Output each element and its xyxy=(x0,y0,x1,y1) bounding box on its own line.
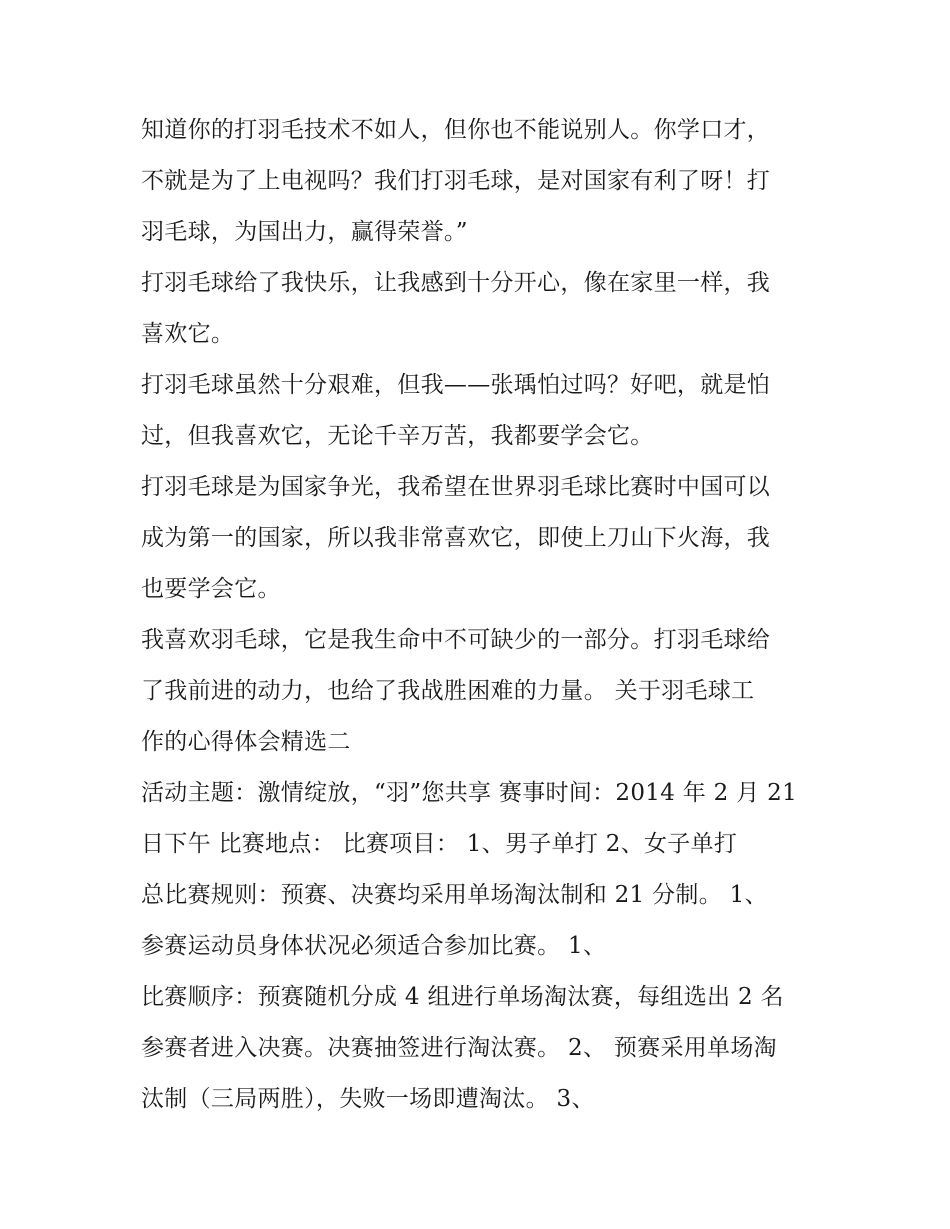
text-line: 过，但我喜欢它，无论千辛万苦，我都要学会它。 xyxy=(141,423,654,449)
text-line: 知道你的打羽毛技术不如人，但你也不能说别人。你学口才， xyxy=(141,117,771,143)
text-line: 我喜欢羽毛球，它是我生命中不可缺少的一部分。打羽毛球给 xyxy=(141,627,771,653)
text-line: 成为第一的国家，所以我非常喜欢它，即使上刀山下火海，我 xyxy=(141,525,771,551)
text-line: 了我前进的动力，也给了我战胜困难的力量。 关于羽毛球工 xyxy=(141,678,755,704)
text-line: 作的心得体会精选二 xyxy=(141,729,351,755)
text-line: 喜欢它。 xyxy=(141,321,235,347)
text-line: 总比赛规则：预赛、决赛均采用单场淘汰制和 21 分制。 1、 xyxy=(141,882,768,908)
text-line: 也要学会它。 xyxy=(141,576,281,602)
text-line: 打羽毛球给了我快乐，让我感到十分开心，像在家里一样，我 xyxy=(141,270,771,296)
text-line: 参赛运动员身体状况必须适合参加比赛。 1、 xyxy=(141,933,607,959)
text-line: 打羽毛球是为国家争光，我希望在世界羽毛球比赛时中国可以 xyxy=(141,474,771,500)
text-line: 不就是为了上电视吗？我们打羽毛球，是对国家有利了呀！打 xyxy=(141,168,771,194)
text-line: 比赛顺序：预赛随机分成 4 组进行单场淘汰赛，每组选出 2 名 xyxy=(141,984,784,1010)
text-line: 活动主题：激情绽放，“羽”您共享 赛事时间：2014 年 2 月 21 xyxy=(141,780,798,806)
text-line: 汰制（三局两胜），失败一场即遭淘汰。 3、 xyxy=(141,1086,595,1112)
text-line: 羽毛球，为国出力，赢得荣誉。” xyxy=(141,219,468,245)
text-line: 日下午 比赛地点： 比赛项目： 1、男子单打 2、女子单打 xyxy=(141,831,738,857)
text-line: 打羽毛球虽然十分艰难，但我——张瑀怕过吗？好吧，就是怕 xyxy=(141,372,771,398)
text-line: 参赛者进入决赛。决赛抽签进行淘汰赛。 2、 预赛采用单场淘 xyxy=(141,1035,777,1061)
